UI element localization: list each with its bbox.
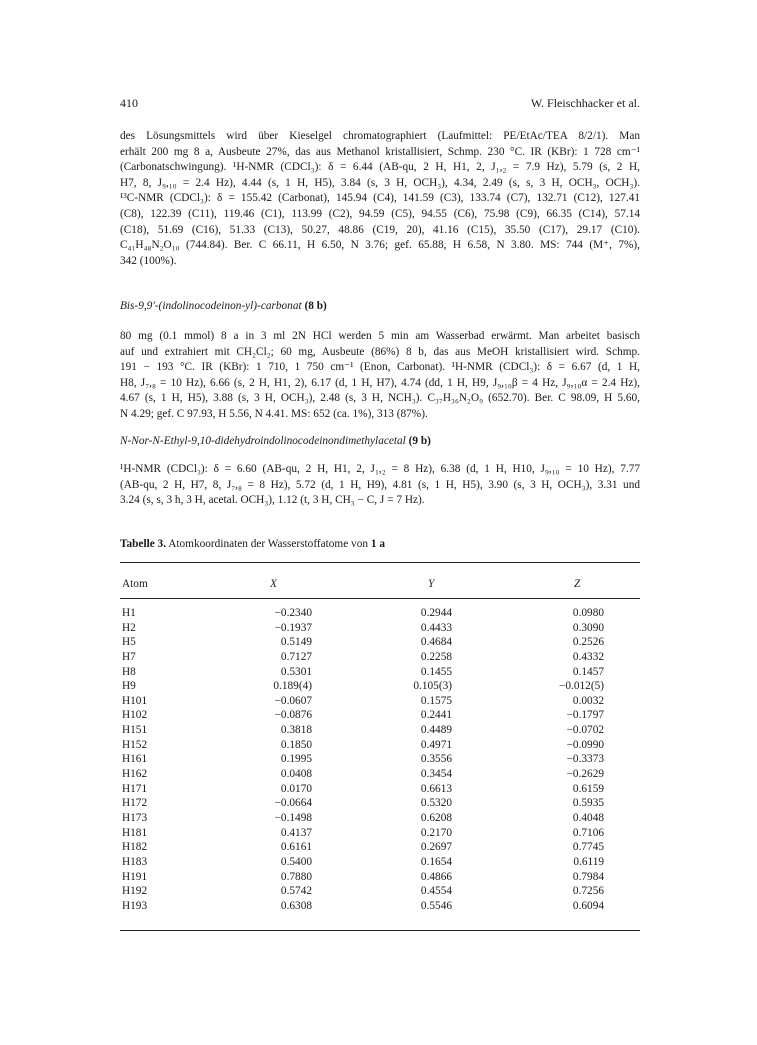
- cell-atom: H173: [122, 811, 148, 824]
- text-line: ¹H-NMR (CDCl₃): δ = 6.60 (AB-qu, 2 H, H1, 2, J₁,₂ = 8 Hz), 6.38 (d, 1 H, H10, J₉,₁₀ = 10 Hz), 7.77: [120, 463, 640, 475]
- text-line: (AB-qu, 2 H, H7, 8, J₇,₈ = 8 Hz), 5.72 (d, 1 H, H9), 4.81 (s, 1 H, H5), 3.90 (s, 3 H, OCH₃), 3.31 und: [120, 478, 640, 491]
- table-row: [120, 724, 640, 739]
- text-line: 342 (100%).: [120, 254, 177, 267]
- cell-atom: H193: [122, 899, 148, 912]
- cell-x: 0.7127: [280, 650, 312, 663]
- cell-z: −0.2629: [566, 768, 604, 781]
- cell-z: 0.0980: [572, 607, 604, 619]
- paragraph-8b-experimental: [120, 329, 640, 423]
- table-row: [120, 666, 640, 681]
- cell-x: 0.189(4): [273, 680, 312, 693]
- cell-x: 0.0408: [280, 768, 312, 781]
- text-line: (Carbonatschwingung). ¹H-NMR (CDCl₃): δ = 6.44 (AB-qu, 2 H, H1, 2, J₁,₂ = 7.9 Hz), 5.79 (s, 2 H,: [120, 161, 640, 174]
- cell-y: 0.2170: [420, 826, 452, 839]
- cell-z: 0.3090: [572, 621, 604, 634]
- cell-y: 0.5546: [420, 899, 452, 912]
- table-body: [120, 607, 640, 914]
- table-caption-label: Tabelle 3.: [120, 538, 167, 550]
- cell-x: −0.1937: [274, 621, 312, 634]
- cell-y: 0.1654: [420, 855, 452, 868]
- cell-x: −0.0607: [274, 694, 312, 707]
- cell-y: 0.4971: [420, 738, 452, 751]
- cell-atom: H151: [122, 724, 148, 737]
- cell-x: 0.3818: [280, 724, 312, 737]
- cell-atom: H183: [122, 855, 148, 868]
- cell-x: 0.6161: [280, 841, 312, 854]
- cell-x: 0.1995: [280, 753, 312, 766]
- cell-atom: H171: [122, 782, 148, 795]
- cell-z: 0.0032: [572, 694, 604, 707]
- cell-z: 0.5935: [572, 797, 604, 810]
- cell-y: 0.1455: [420, 665, 452, 678]
- table-row: [120, 768, 640, 783]
- cell-atom: H162: [122, 768, 148, 781]
- header-y: Y: [428, 578, 435, 590]
- cell-atom: H161: [122, 753, 148, 766]
- cell-y: 0.105(3): [413, 680, 452, 693]
- table-row: [120, 680, 640, 695]
- table-row: [120, 797, 640, 812]
- cell-y: 0.3454: [420, 768, 452, 781]
- table-row: [120, 856, 640, 871]
- cell-y: 0.2258: [420, 650, 452, 663]
- table-row: [120, 827, 640, 842]
- text-line: erhält 200 mg 8 a, Ausbeute 27%, das aus Methanol kristallisiert, Schmp. 230 °C. IR (KBr): 1 728 cm⁻¹: [120, 145, 640, 158]
- table-row: [120, 753, 640, 768]
- text-line: H7, 8, J₉,₁₀ = 2.4 Hz), 4.44 (s, 1 H, H5), 3.84 (s, 3 H, OCH₃), 4.34, 2.49 (s, s, 3 H, OCH₃, OCH₃).: [120, 176, 640, 189]
- cell-z: −0.012(5): [559, 680, 604, 693]
- cell-y: 0.6208: [420, 811, 452, 824]
- table-top-rule: [120, 562, 640, 563]
- cell-atom: H5: [122, 636, 136, 649]
- cell-z: 0.6159: [572, 782, 604, 795]
- cell-x: 0.5742: [280, 885, 312, 898]
- cell-z: 0.4048: [572, 811, 604, 824]
- header-z: Z: [574, 578, 581, 590]
- table-row: [120, 709, 640, 724]
- table-row: [120, 812, 640, 827]
- cell-x: −0.2340: [274, 607, 312, 619]
- cell-z: 0.2526: [572, 636, 604, 649]
- cell-z: 0.7106: [572, 826, 604, 839]
- text-line: N 4.29; gef. C 97.93, H 5.56, N 4.41. MS: 652 (ca. 1%), 313 (87%).: [120, 407, 428, 420]
- section-heading-8b: [120, 300, 327, 312]
- table-caption: [120, 538, 385, 550]
- running-author: W. Fleischhacker et al.: [530, 96, 640, 110]
- table-row: [120, 783, 640, 798]
- text-line: ¹³C-NMR (CDCl₃): δ = 155.42 (Carbonat), 145.94 (C4), 141.59 (C3), 133.74 (C7), 132.71 (C12), 127.41: [120, 192, 640, 205]
- text-line: 80 mg (0.1 mmol) 8 a in 3 ml 2N HCl werden 5 min am Wasserbad erwärmt. Man arbeitet basisch: [120, 330, 640, 342]
- cell-atom: H192: [122, 885, 148, 898]
- text-line: 3.24 (s, s, 3 h, 3 H, acetal. OCH₃), 1.12 (t, 3 H, CH₃ − C, J = 7 Hz).: [120, 494, 425, 507]
- table-row: [120, 885, 640, 900]
- section-heading-9b: [120, 435, 431, 447]
- cell-atom: H7: [122, 650, 136, 663]
- paragraph-8a-experimental: [120, 129, 640, 269]
- cell-y: 0.4554: [420, 885, 452, 898]
- cell-atom: H181: [122, 826, 148, 839]
- cell-atom: H9: [122, 680, 136, 693]
- cell-z: 0.1457: [572, 665, 604, 678]
- cell-z: −0.3373: [566, 753, 604, 766]
- text-line: C₄₁H₄₈N₂O₁₀ (744.84). Ber. C 66.11, H 6.50, N 3.76; gef. 65.88, H 6.58, N 3.80. MS: 744 (M⁺, 7%),: [120, 239, 640, 252]
- page-number: 410: [120, 96, 138, 110]
- cell-y: 0.3556: [420, 753, 452, 766]
- text-line: 191 − 193 °C. IR (KBr): 1 710, 1 750 cm⁻¹ (Enon, Carbonat). ¹H-NMR (CDCl₃): δ = 6.67 (d, 1 H,: [120, 361, 640, 374]
- table-row: [120, 841, 640, 856]
- text-line: auf und extrahiert mit CH₂Cl₂; 60 mg, Ausbeute (86%) 8 b, das aus MeOH kristallisiert wird. Schmp.: [120, 345, 640, 358]
- cell-x: 0.5400: [280, 855, 312, 868]
- cell-z: 0.4332: [572, 650, 604, 663]
- header-x: X: [270, 578, 277, 590]
- cell-x: −0.0876: [274, 709, 312, 722]
- cell-x: 0.0170: [280, 782, 312, 795]
- cell-y: 0.4866: [420, 870, 452, 883]
- heading-compound-ref: (8 b): [304, 300, 327, 312]
- cell-z: 0.6094: [572, 899, 604, 912]
- heading-title: N-Nor-N-Ethyl-9,10-didehydroindolinocodeinondimethylacetal: [120, 435, 406, 447]
- table-row: [120, 622, 640, 637]
- cell-y: 0.2944: [420, 607, 452, 619]
- cell-atom: H1: [122, 607, 136, 619]
- cell-z: −0.1797: [566, 709, 604, 722]
- table-row: [120, 636, 640, 651]
- table-row: [120, 871, 640, 886]
- text-line: des Lösungsmittels wird über Kieselgel chromatographiert (Laufmittel: PE/EtAc/TEA 8/2/1). Man: [120, 130, 640, 142]
- text-line: H8, J₇,₈ = 10 Hz), 6.66 (s, 2 H, H1, 2), 6.17 (d, 1 H, H7), 4.74 (dd, 1 H, H9, J₉,₁₀β = 4 Hz, J₉,₁₀α = 2.4 Hz),: [120, 376, 640, 389]
- cell-atom: H182: [122, 841, 148, 854]
- cell-z: −0.0702: [566, 724, 604, 737]
- cell-x: 0.1850: [280, 738, 312, 751]
- cell-x: −0.0664: [274, 797, 312, 810]
- cell-y: 0.2697: [420, 841, 452, 854]
- table-caption-text: Atomkoordinaten der Wasserstoffatome von: [166, 538, 371, 550]
- text-line: (C18), 51.69 (C16), 51.33 (C13), 50.27, 48.86 (C19, 20), 41.16 (C15), 35.50 (C17), 29.17 (C10).: [120, 223, 640, 236]
- table-row: [120, 739, 640, 754]
- cell-atom: H191: [122, 870, 148, 883]
- cell-x: 0.5301: [280, 665, 312, 678]
- cell-y: 0.6613: [420, 782, 452, 795]
- table-caption-compound: 1 a: [370, 538, 385, 550]
- cell-x: 0.4137: [280, 826, 312, 839]
- table-bottom-rule: [120, 930, 640, 931]
- cell-y: 0.4433: [420, 621, 452, 634]
- cell-z: −0.0990: [566, 738, 604, 751]
- heading-compound-ref: (9 b): [408, 435, 431, 447]
- cell-z: 0.7256: [572, 885, 604, 898]
- cell-x: −0.1498: [274, 811, 312, 824]
- text-line: 4.67 (s, 1 H, H5), 3.88 (s, 3 H, OCH₃), 2.48 (s, 3 H, NCH₃). C₃₇H₃₆N₂O₉ (652.70). Ber. C 98.09, H 5.60,: [120, 392, 640, 405]
- cell-atom: H8: [122, 665, 136, 678]
- cell-x: 0.6308: [280, 899, 312, 912]
- cell-y: 0.4684: [420, 636, 452, 649]
- cell-y: 0.4489: [420, 724, 452, 737]
- text-line: (C8), 122.39 (C11), 119.46 (C1), 113.99 (C2), 94.59 (C5), 94.55 (C6), 75.98 (C9), 66.35 (C14), 57.14: [120, 207, 640, 220]
- cell-z: 0.6119: [573, 855, 604, 868]
- cell-x: 0.5149: [280, 636, 312, 649]
- table-row: [120, 695, 640, 710]
- table-header-rule: [120, 598, 640, 599]
- paragraph-9b-nmr: [120, 462, 640, 509]
- cell-y: 0.1575: [420, 694, 452, 707]
- header-atom: Atom: [122, 578, 148, 590]
- cell-atom: H2: [122, 621, 136, 634]
- cell-atom: H101: [122, 694, 148, 707]
- table-row: [120, 651, 640, 666]
- cell-z: 0.7745: [572, 841, 604, 854]
- cell-z: 0.7984: [572, 870, 604, 883]
- cell-y: 0.5320: [420, 797, 452, 810]
- cell-atom: H102: [122, 709, 148, 722]
- cell-atom: H172: [122, 797, 148, 810]
- table-row: [120, 900, 640, 915]
- cell-atom: H152: [122, 738, 148, 751]
- heading-title: Bis-9,9′-(indolinocodeinon-yl)-carbonat: [120, 300, 302, 312]
- cell-y: 0.2441: [420, 709, 452, 722]
- cell-x: 0.7880: [280, 870, 312, 883]
- table-row: [120, 607, 640, 622]
